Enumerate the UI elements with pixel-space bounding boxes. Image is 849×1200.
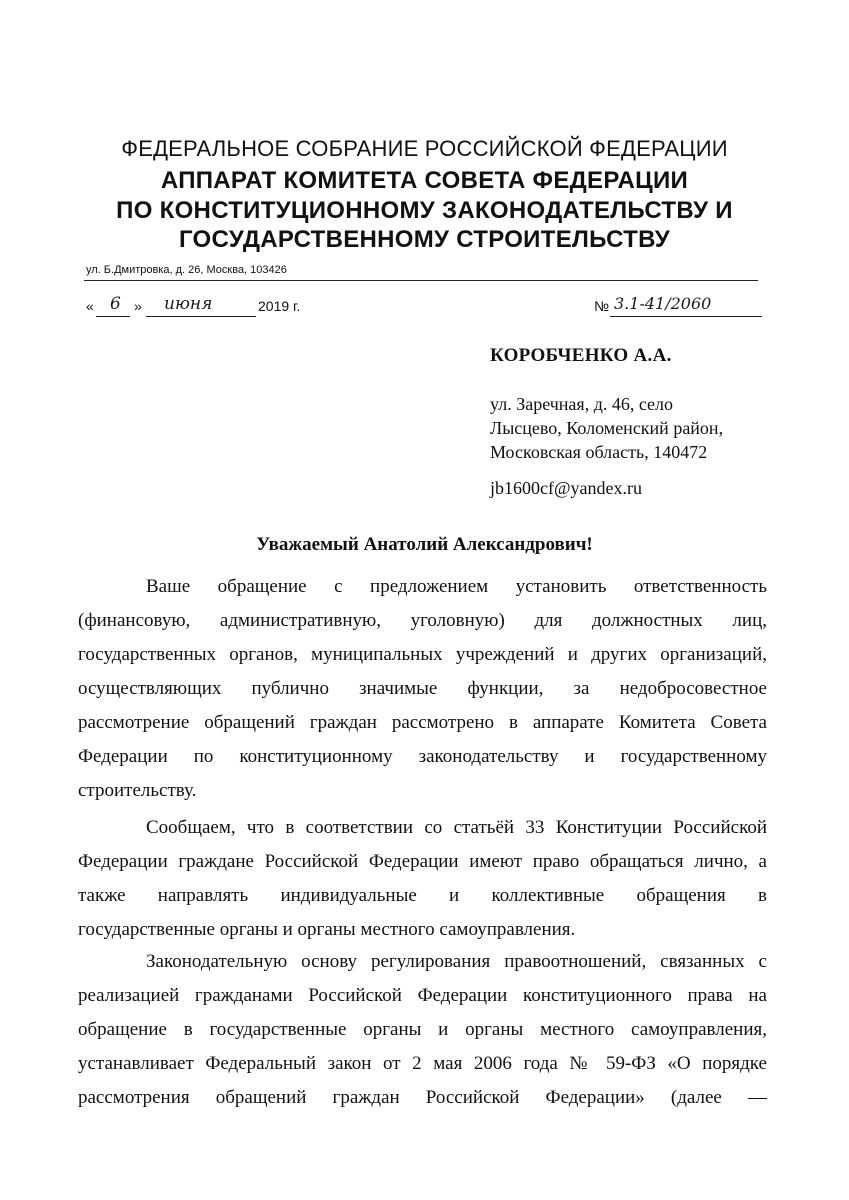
date-line [86,296,346,322]
paragraph-line: государственных органов, муниципальных учреждений и других организаций, [78,644,767,665]
paragraph-line: рассмотрения обращений граждан Российской Федерации» (далее — [78,1087,767,1108]
number-value: 3.1-41/2060 [614,294,712,313]
recipient-address [490,392,723,464]
date-close-quote: » [134,298,142,314]
date-month: июня [164,294,213,314]
paragraph-line: Законодательную основу регулирования правоотношений, связанных с [146,951,767,972]
recipient-name: КОРОБЧЕНКО А.А. [490,345,672,366]
paragraph-line: также направлять индивидуальные и коллективные обращения в [78,885,767,906]
recipient-email: jb1600cf@yandex.ru [490,478,643,498]
paragraph-line: государственные органы и органы местного самоуправления. [78,919,576,940]
number-prefix: № [594,298,610,314]
greeting: Уважаемый Анатолий Александрович! [256,534,593,555]
paragraph-line: устанавливает Федеральный закон от 2 мая 2006 года № 59-ФЗ «О порядке [78,1053,767,1074]
date-day-underline [96,316,130,317]
header-apparatus-line2: ПО КОНСТИТУЦИОННОМУ ЗАКОНОДАТЕЛЬСТВУ И [116,197,733,224]
paragraph-3 [78,945,767,1115]
header-apparatus-line3: ГОСУДАРСТВЕННОМУ СТРОИТЕЛЬСТВУ [178,226,671,253]
recipient-address-line: Лысцево, Коломенский район, [490,418,724,438]
recipient-address-line: Московская область, 140472 [490,442,708,462]
header-apparatus-line1: АППАРАТ КОМИТЕТА СОВЕТА ФЕДЕРАЦИИ [160,167,689,194]
paragraph-2 [78,811,767,947]
paragraph-line: Федерации граждане Российской Федерации имеют право обращаться лично, а [78,851,767,872]
paragraph-line: рассмотрение обращений граждан рассмотрено в аппарате Комитета Совета [78,712,767,733]
header-federal-assembly: ФЕДЕРАЛЬНОЕ СОБРАНИЕ РОССИЙСКОЙ ФЕДЕРАЦИИ [121,136,728,161]
sender-address: ул. Б.Дмитровка, д. 26, Москва, 103426 [86,264,287,276]
paragraph-line: Ваше обращение с предложением установить ответственность [146,576,767,597]
paragraph-line: Сообщаем, что в соответствии со статьёй 33 Конституции Российской [146,817,767,838]
paragraph-line: Федерации по конституционному законодательству и государственному [78,746,767,767]
paragraph-line: строительству. [78,780,197,801]
date-year: 2019 г. [258,298,301,314]
date-open-quote: « [86,298,94,314]
paragraph-1 [78,570,767,808]
recipient-address-line: ул. Заречная, д. 46, село [490,394,674,414]
paragraph-line: (финансовую, административную, уголовную) для должностных лиц, [78,610,767,631]
paragraph-line: обращение в государственные органы и органы местного самоуправления, [78,1019,767,1040]
date-month-underline [146,316,256,317]
number-underline [610,316,762,317]
header-divider [84,280,758,281]
date-day: 6 [110,294,121,314]
paragraph-line: осуществляющих публично значимые функции, за недобросовестное [78,678,767,699]
paragraph-line: реализацией гражданами Российской Федерации конституционного права на [78,985,767,1006]
number-line [594,296,764,322]
